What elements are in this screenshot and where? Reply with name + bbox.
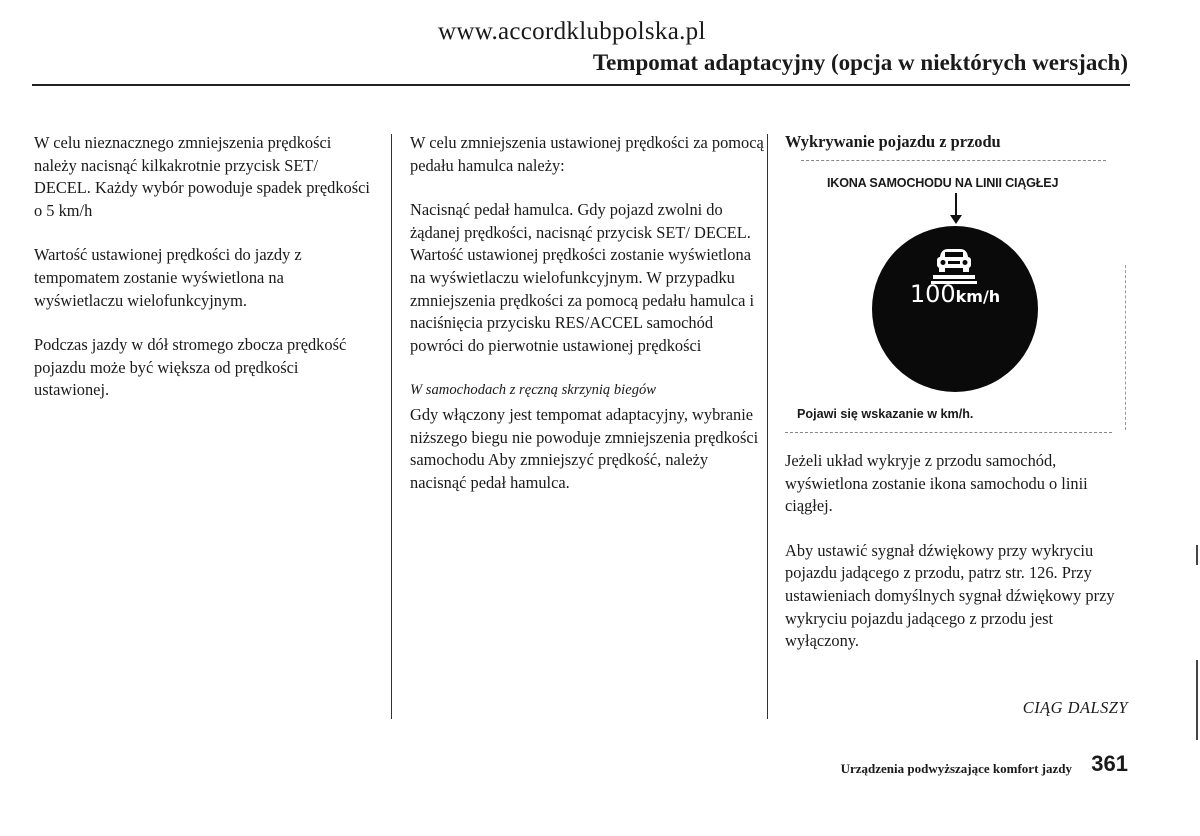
paragraph: W celu nieznacznego zmniejszenia prędkości należy nacisnąć kilkakrotnie przycisk SET/ DECEL. Każdy wybór powoduje spadek prędkości o 5 km/h bbox=[34, 133, 370, 220]
paragraph: Nacisnąć pedał hamulca. Gdy pojazd zwolni do żądanej prędkości, nacisnąć przycisk SET/ DECEL. Wartość ustawionej prędkości zostanie wyświetlona na wyświetlaczu wielofunkcyjnym. W przypadku zmniejszenia prędkości za pomocą pedału hamulca i naciśnięcia przycisku RES/ACCEL samochód powróci do pierwotnie ustawionej prędkości bbox=[410, 200, 755, 355]
figure-caption: Pojawi się wskazanie w km/h. bbox=[797, 407, 974, 421]
figure-callout-label: IKONA SAMOCHODU NA LINII CIĄGŁEJ bbox=[827, 176, 1059, 190]
callout-arrow-head bbox=[950, 215, 962, 224]
speed-unit: km/h bbox=[955, 287, 1001, 306]
paragraph: W celu zmniejszenia ustawionej prędkości za pomocą pedału hamulca należy: bbox=[410, 133, 764, 175]
paragraph: Aby ustawić sygnał dźwiękowy przy wykryciu pojazdu jadącego z przodu, patrz str. 126. Przy ustawieniach domyślnych sygnał dźwiękowy przy wykryciu pojazdu jadącego z przodu jest wyłączony. bbox=[785, 540, 1115, 651]
section-title: Tempomat adaptacyjny (opcja w niektórych wersjach) bbox=[592, 50, 1128, 75]
callout-arrow-line bbox=[955, 193, 957, 217]
figure-bottom-rule bbox=[785, 432, 1112, 433]
display-figure bbox=[785, 160, 1130, 432]
manual-note-text: Gdy włączony jest tempomat adaptacyjny, wybranie niższego biegu nie powoduje zmniejszenia prędkości samochodu Aby zmniejszyć prędkość, należy nacisnąć pedał hamulca. bbox=[410, 404, 759, 492]
column-1 bbox=[34, 132, 374, 424]
figure-top-rule bbox=[801, 160, 1106, 161]
manual-note-heading: W samochodach z ręczną skrzynią biegów bbox=[410, 382, 657, 399]
header-rule bbox=[32, 84, 1130, 86]
multi-info-display bbox=[872, 226, 1038, 392]
column-3-heading: Wykrywanie pojazdu z przodu bbox=[785, 132, 1001, 151]
edge-mark bbox=[1196, 660, 1198, 740]
page-number: 361 bbox=[1091, 751, 1128, 776]
column-divider bbox=[391, 134, 392, 719]
paragraph: Wartość ustawionej prędkości do jazdy z tempomatem zostanie wyświetlona na wyświetlaczu wielofunkcyjnym. bbox=[34, 245, 302, 310]
column-divider bbox=[767, 134, 768, 719]
edge-mark bbox=[1196, 545, 1198, 565]
continued-label: CIĄG DALSZY bbox=[1022, 698, 1128, 717]
site-url: www.accordklubpolska.pl bbox=[438, 18, 706, 45]
column-3-text bbox=[785, 450, 1130, 675]
paragraph: Jeżeli układ wykryje z przodu samochód, wyświetlona zostanie ikona samochodu o linii ciągłej. bbox=[785, 451, 1088, 516]
speed-readout bbox=[872, 280, 1038, 308]
figure-right-rule bbox=[1125, 265, 1126, 430]
column-2 bbox=[410, 132, 765, 516]
speed-value: 100 bbox=[909, 280, 956, 308]
footer-section-name: Urządzenia podwyższające komfort jazdy bbox=[840, 761, 1072, 776]
paragraph: Podczas jazdy w dół stromego zbocza prędkość pojazdu może być większa od prędkości ustawionej. bbox=[34, 335, 347, 400]
